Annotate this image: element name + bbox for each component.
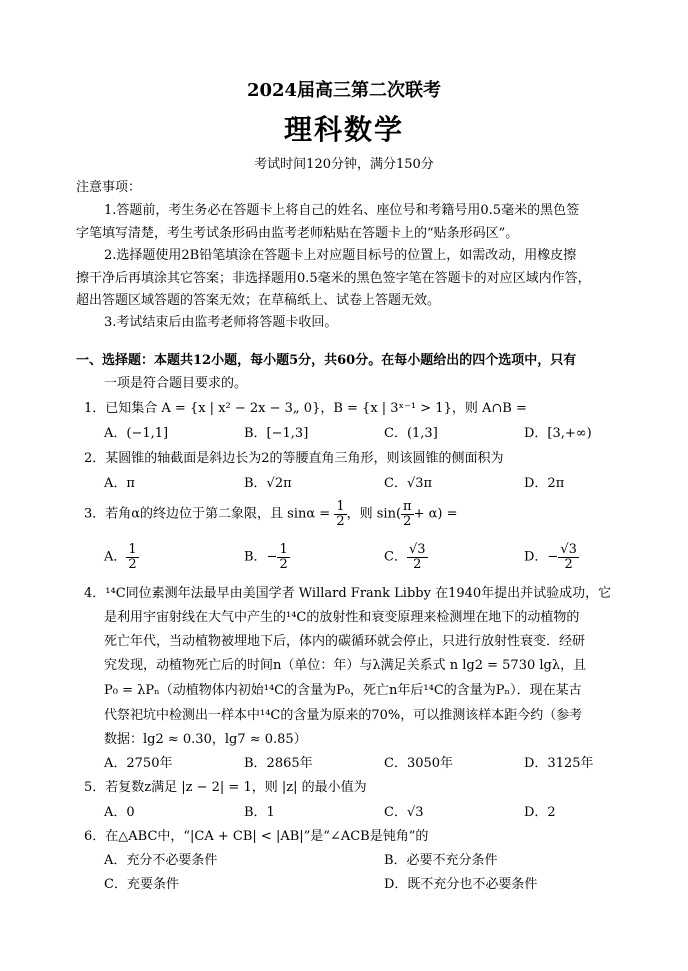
q4-option-a: A．2750年 [104,756,173,771]
q1-option-c: C．(1,3] [384,426,438,441]
q3-option-d [524,543,579,571]
option-label: A． [104,549,127,565]
question-5-stem: 5．若复数z满足 |z − 2| = 1，则 |z| 的最小值为 [84,780,367,795]
frac-num: √3 [408,542,426,557]
q6-option-c: C．充要条件 [104,877,179,892]
q1-option-d: D．[3,+∞) [524,426,592,441]
fraction-one-half [334,500,346,528]
q6-option-d: D．既不充分也不必要条件 [384,877,538,892]
q3-stem-a: 3．若角α的终边位于第二象限，且 sinα = [84,506,331,522]
question-4-line: 代祭祀坑中检测出一样本中¹⁴C的含量为原来的70%，可以推测该样本距今约（参考 [104,708,583,723]
notice-heading: 注意事项： [76,180,142,195]
q6-option-b: B．必要不充分条件 [384,853,498,868]
question-1-stem: 1．已知集合 A = {x | x² − 2x − 3„ 0}，B = {x | 3ˣ⁻¹ > 1}，则 A∩B = [84,401,527,416]
frac-den: 2 [128,556,137,572]
frac-num: 1 [128,542,137,557]
option-fraction [558,543,579,571]
option-fraction [407,543,428,571]
q3-option-a [104,543,139,571]
q1-option-a: A．(−1,1] [104,426,169,441]
q3-option-b [244,543,290,571]
question-4-line: P₀ = λPₙ（动植物体内初始¹⁴C的含量为P₀，死亡n年后¹⁴C的含量为Pₙ）．现在某古 [104,683,582,698]
q1-option-b: B．[−1,3] [244,426,309,441]
notice-line: 擦干净后再填涂其它答案；非选择题用0.5毫米的黑色签字笔在答题卡的对应区域内作答， [76,271,591,286]
notice-line: 2.选择题使用2B铅笔填涂在答题卡上对应题目标号的位置上，如需改动，用橡皮擦 [104,248,577,263]
option-fraction [277,543,289,571]
frac-num: 1 [279,542,288,557]
q2-option-c: C．√3π [384,476,433,491]
section-heading: 一、选择题：本题共12小题，每小题5分，共60分。在每小题给出的四个选项中，只有 [76,353,577,368]
frac-den: 2 [413,556,422,572]
q5-option-c: C．√3 [384,805,424,820]
option-label: C． [384,549,407,565]
notice-line: 3.考试结束后由监考老师将答题卡收回。 [104,315,338,330]
notice-line: 超出答题区域答题的答案无效；在草稿纸上、试卷上答题无效。 [76,293,441,308]
q6-option-a: A．充分不必要条件 [104,853,218,868]
option-label: B．− [244,549,278,565]
subject-title: 理科数学 [283,113,404,146]
frac-den: 2 [336,513,345,529]
notice-line: 1.答题前，考生务必在答题卡上将自己的姓名、座位号和考籍号用0.5毫米的黑色签 [104,203,580,218]
frac-den: 2 [279,556,288,572]
question-4-line: 4．¹⁴C同位素测年法最早由美国学者 Willard Frank Libby 在1940年提出并试验成功，它 [84,586,612,601]
question-4-line: 数据：lg2 ≈ 0.30，lg7 ≈ 0.85） [104,732,307,747]
frac-den: 2 [403,513,412,529]
notice-line: 字笔填写清楚，考生考试条形码由监考老师粘贴在答题卡上的“贴条形码区”。 [76,226,519,241]
fraction-pi-half [401,500,414,528]
section-heading-cont: 一项是符合题目要求的。 [104,376,248,391]
frac-num: 1 [336,499,345,514]
frac-num: √3 [560,542,577,557]
q3-option-c [384,543,428,571]
question-3-stem [84,500,457,528]
q4-option-c: C．3050年 [384,756,454,771]
question-4-line: 究发现，动植物死亡后的时间n（单位：年）与λ满足关系式 n lg2 = 5730 lgλ，且 [104,658,587,673]
question-4-line: 是利用宇宙射线在大气中产生的¹⁴C的放射性和衰变原理来检测埋在地下的动植物的 [104,610,580,625]
q3-stem-b: ，则 sin( [346,506,402,522]
frac-den: 2 [564,556,573,572]
q2-option-d: D．2π [524,476,565,491]
q2-option-b: B．√2π [244,476,292,491]
q4-option-b: B．2865年 [244,756,313,771]
q2-option-a: A．π [104,476,135,491]
option-fraction [126,543,138,571]
frac-num: π [403,499,412,514]
option-label: D．− [524,549,559,565]
exam-duration: 考试时间120分钟，满分150分 [254,157,434,172]
q4-option-d: D．3125年 [524,756,594,771]
exam-title: 2024届高三第二次联考 [246,80,442,101]
q5-option-b: B．1 [244,805,275,820]
question-2-stem: 2．某圆锥的轴截面是斜边长为2的等腰直角三角形，则该圆锥的侧面积为 [84,451,504,466]
q5-option-d: D．2 [524,805,556,820]
question-6-stem: 6．在△ABC中，“|CA + CB| < |AB|”是“∠ACB是钝角”的 [84,829,429,844]
q5-option-a: A．0 [104,805,135,820]
q3-stem-c: + α) = [413,506,458,522]
question-4-line: 死亡年代，当动植物被埋地下后，体内的碳循环就会停止，只进行放射性衰变．经研 [104,634,586,649]
